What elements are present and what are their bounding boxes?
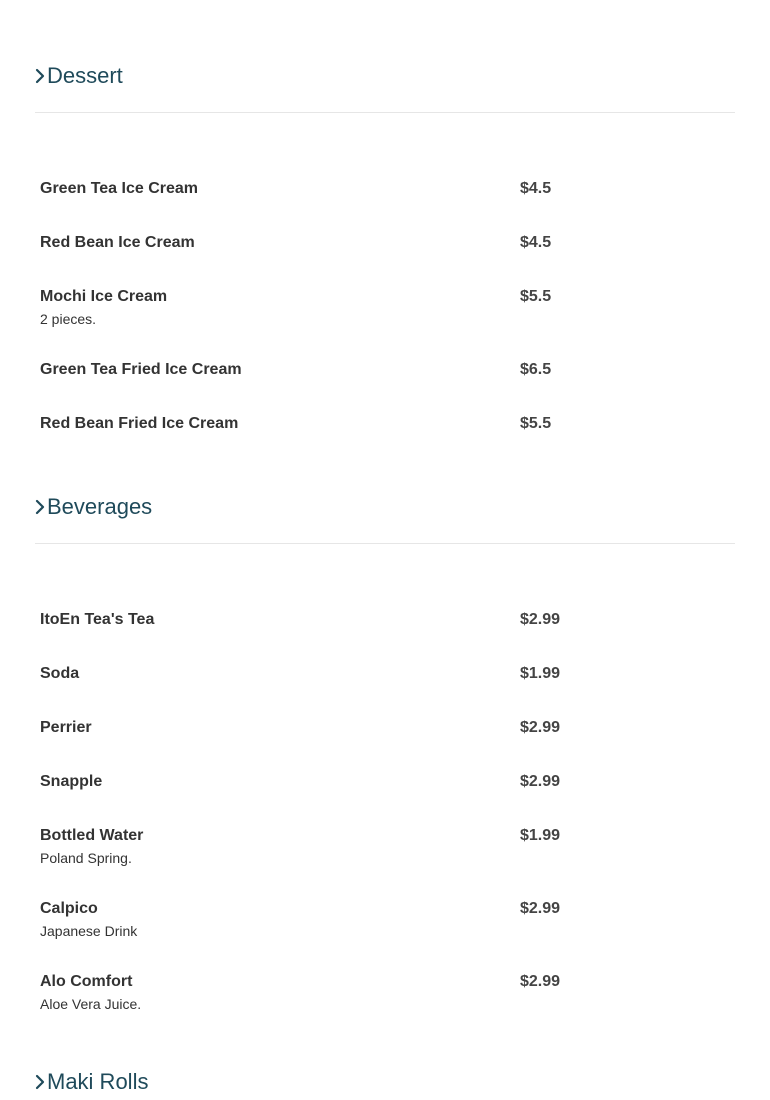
section-dessert	[35, 58, 735, 432]
item-name: Snapple	[40, 773, 103, 790]
item-name: ItoEn Tea's Tea	[40, 611, 155, 628]
section-header-beverages[interactable]	[35, 489, 735, 525]
item-price: $4.5	[520, 180, 552, 197]
section-title: Dessert	[47, 63, 123, 88]
item-name: Soda	[40, 665, 80, 682]
item-name: Green Tea Ice Cream	[40, 180, 199, 197]
item-price: $1.99	[520, 665, 561, 682]
item-price: $2.99	[520, 719, 561, 736]
item-name: Red Bean Ice Cream	[40, 234, 195, 251]
item-price: $2.99	[520, 773, 561, 790]
item-name: Mochi Ice Cream	[40, 288, 168, 305]
item-price: $2.99	[520, 900, 561, 917]
item-name: Calpico	[40, 900, 98, 917]
item-price: $1.99	[520, 827, 561, 844]
item-price: $2.99	[520, 973, 561, 990]
item-name: Green Tea Fried Ice Cream	[40, 361, 242, 378]
item-name: Bottled Water	[40, 827, 144, 844]
item-price: $5.5	[520, 415, 552, 432]
section-title: Beverages	[47, 494, 153, 519]
chevron-right-icon	[35, 498, 47, 516]
section-title: Maki Rolls	[47, 1069, 149, 1094]
item-price: $5.5	[520, 288, 552, 305]
item-name: Perrier	[40, 719, 92, 736]
item-price: $6.5	[520, 361, 552, 378]
section-header-dessert[interactable]	[35, 58, 735, 94]
item-description: Japanese Drink	[40, 923, 138, 939]
divider	[35, 543, 735, 544]
item-price: $2.99	[520, 611, 561, 628]
chevron-right-icon	[35, 67, 47, 85]
divider	[35, 112, 735, 113]
chevron-right-icon	[35, 1073, 47, 1091]
section-header-maki-rolls[interactable]	[35, 1064, 735, 1100]
item-description: Poland Spring.	[40, 850, 132, 866]
item-description: Aloe Vera Juice.	[40, 996, 142, 1012]
item-price: $4.5	[520, 234, 552, 251]
item-name: Red Bean Fried Ice Cream	[40, 415, 239, 432]
section-beverages	[35, 489, 735, 1012]
section-maki-rolls	[35, 1064, 735, 1100]
item-name: Alo Comfort	[40, 973, 133, 990]
item-description: 2 pieces.	[40, 311, 97, 327]
